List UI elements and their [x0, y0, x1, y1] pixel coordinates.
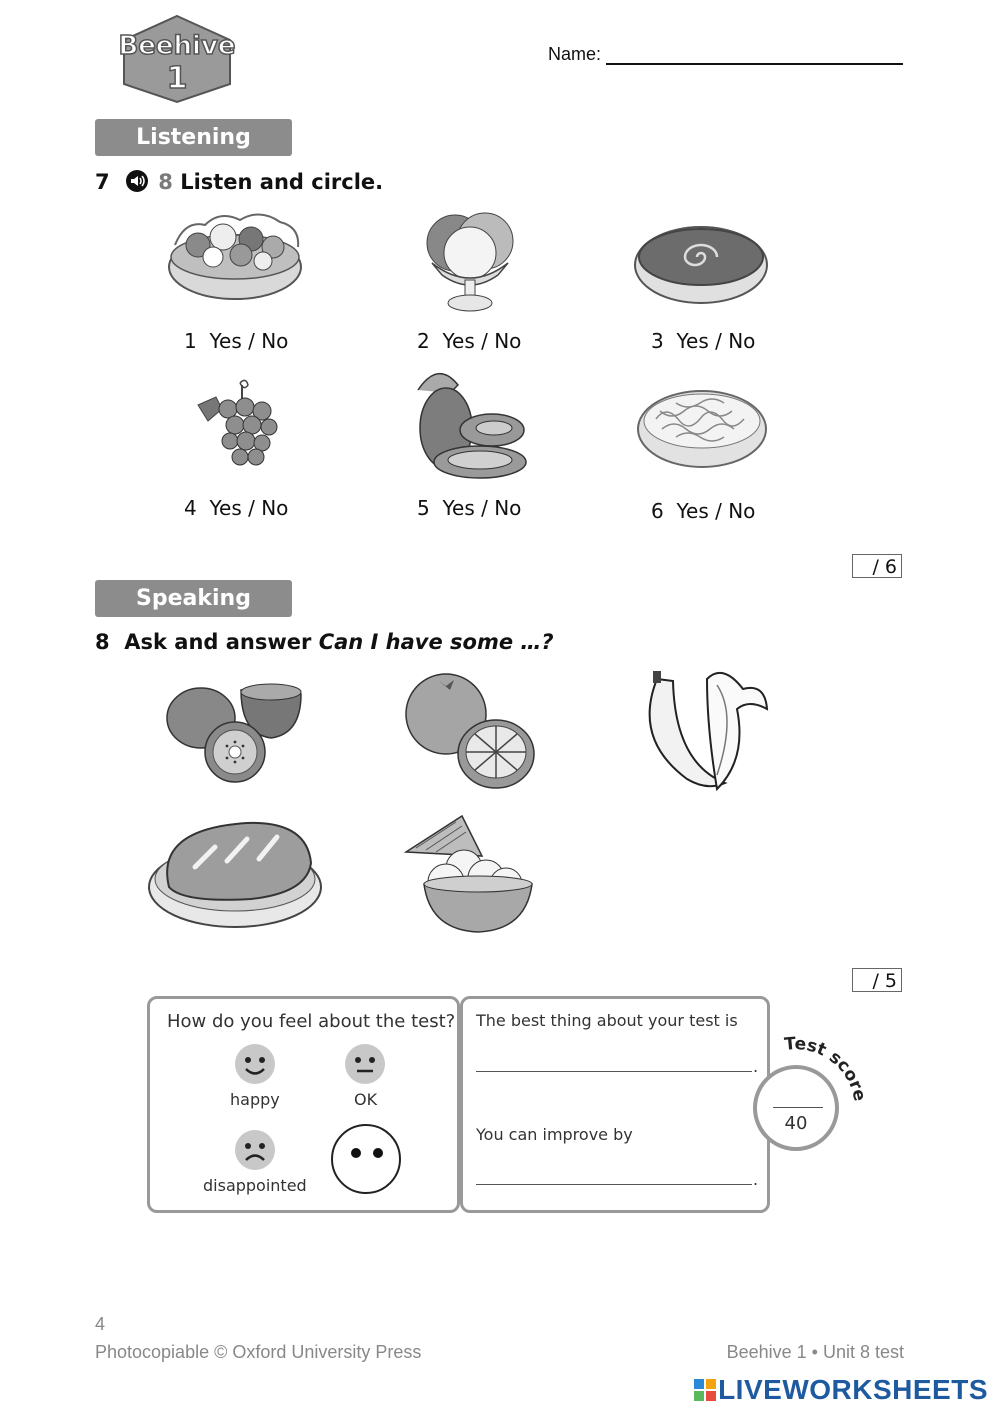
bread-picture	[147, 815, 325, 930]
task-number: 7	[95, 170, 110, 194]
item-number: 2	[417, 329, 430, 353]
happy-face-icon[interactable]	[234, 1043, 276, 1085]
sad-face-icon[interactable]	[234, 1129, 276, 1171]
yes-no-choice[interactable]: Yes / No	[209, 329, 289, 353]
page-number: 4	[95, 1314, 106, 1334]
kiwi-picture	[165, 678, 305, 783]
task-number: 8	[95, 630, 110, 654]
ice-cream-bowl-picture	[402, 812, 537, 937]
copyright: Photocopiable © Oxford University Press	[95, 1342, 422, 1362]
listening-task-title	[95, 169, 383, 194]
ok-label: OK	[354, 1090, 378, 1109]
pasta-picture	[636, 385, 768, 470]
yes-no-choice[interactable]: Yes / No	[442, 496, 522, 520]
neutral-face-icon[interactable]	[344, 1043, 386, 1085]
best-thing-label: The best thing about your test is	[476, 1011, 738, 1030]
item-number: 4	[184, 496, 197, 520]
happy-label: happy	[230, 1090, 280, 1109]
best-thing-answer-line[interactable]	[476, 1071, 752, 1072]
score-total: 40	[784, 1113, 808, 1134]
item-number: 6	[651, 499, 664, 523]
speaking-task-title	[95, 630, 554, 654]
name-label: Name:	[548, 44, 602, 64]
listening-score-box[interactable]: / 6	[852, 554, 902, 578]
mango-picture	[408, 370, 528, 480]
comments-box	[460, 996, 770, 1213]
grapes-picture	[190, 375, 285, 475]
feelings-question: How do you feel about the test?	[167, 1011, 456, 1032]
improve-answer-line[interactable]	[476, 1184, 752, 1185]
test-score-label	[770, 1030, 880, 1120]
instruction-italic: Can I have some …?	[318, 630, 554, 654]
track-number: 8	[158, 170, 173, 194]
unit-label: Beehive 1 • Unit 8 test	[726, 1342, 904, 1362]
test-score-text: Test score	[783, 1033, 870, 1104]
listening-item-5[interactable]	[417, 496, 521, 520]
name-field[interactable]	[606, 63, 903, 65]
liveworksheets-logo[interactable]	[694, 1374, 988, 1406]
beehive-logo	[112, 14, 242, 104]
item-number: 5	[417, 496, 430, 520]
disappointed-label: disappointed	[203, 1176, 307, 1195]
feelings-box	[147, 996, 460, 1213]
listening-item-4[interactable]	[184, 496, 288, 520]
yes-no-choice[interactable]: Yes / No	[442, 329, 522, 353]
listening-item-1[interactable]	[184, 329, 288, 353]
yes-no-choice[interactable]: Yes / No	[209, 496, 289, 520]
period: .	[753, 1057, 759, 1076]
speaking-header: Speaking	[95, 580, 292, 617]
blank-face-icon[interactable]	[330, 1123, 402, 1195]
yes-no-choice[interactable]: Yes / No	[676, 499, 756, 523]
item-number: 3	[651, 329, 664, 353]
yes-no-choice[interactable]: Yes / No	[676, 329, 756, 353]
listening-header: Listening	[95, 119, 292, 156]
orange-picture	[402, 672, 537, 792]
listening-item-2[interactable]	[417, 329, 521, 353]
brand-text: LIVEWORKSHEETS	[718, 1374, 988, 1405]
banana-picture	[635, 665, 770, 795]
speaking-score-box[interactable]: / 5	[852, 968, 902, 992]
ice-cream-picture	[420, 205, 520, 315]
instruction: Listen and circle.	[180, 170, 384, 194]
audio-icon[interactable]	[125, 169, 149, 193]
listening-item-6[interactable]	[651, 499, 755, 523]
logo-number: 1	[166, 61, 188, 96]
svg-text:Test score	[783, 1034, 869, 1103]
instruction-plain: Ask and answer	[124, 630, 312, 654]
logo-word: Beehive	[118, 31, 236, 61]
item-number: 1	[184, 329, 197, 353]
period: .	[753, 1170, 759, 1189]
soup-picture	[633, 215, 769, 310]
salad-picture	[163, 205, 308, 305]
improve-label: You can improve by	[476, 1125, 633, 1144]
liveworksheets-icon	[694, 1379, 716, 1401]
listening-item-3[interactable]	[651, 329, 755, 353]
